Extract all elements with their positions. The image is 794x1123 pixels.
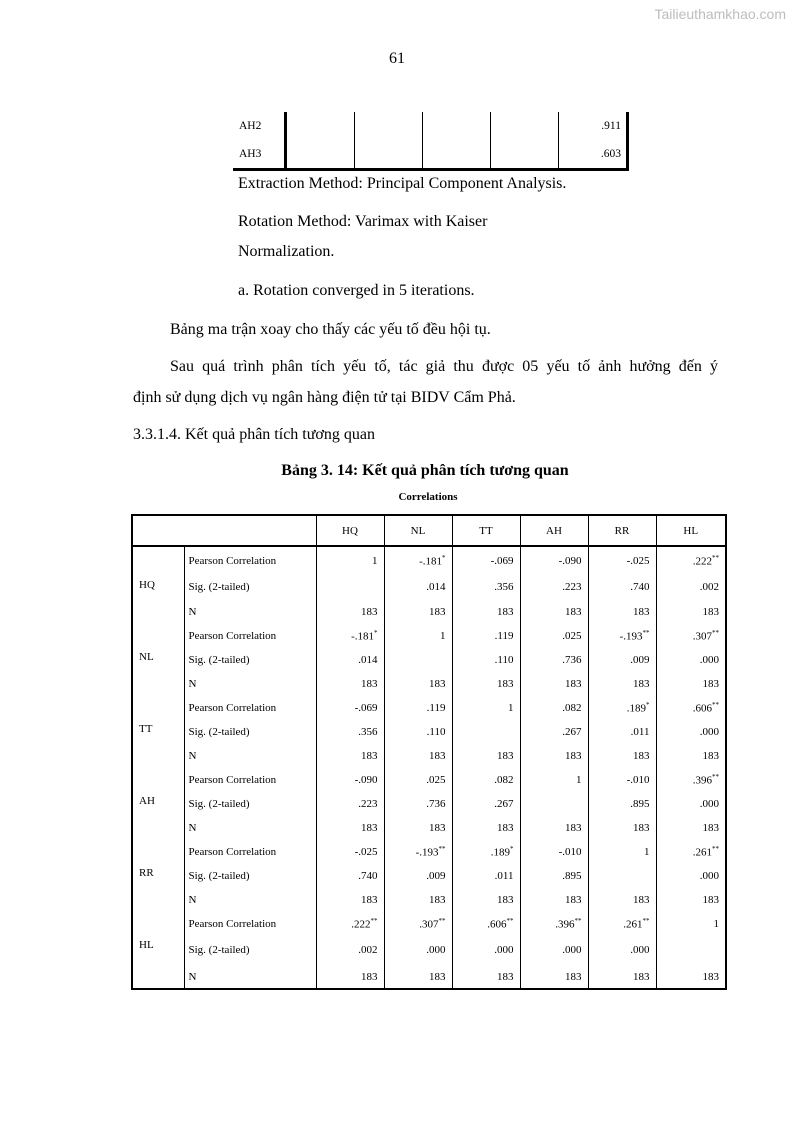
correlation-value: 1 — [644, 845, 650, 858]
sample-size-cell: 183 — [384, 888, 452, 912]
table-caption: Bảng 3. 14: Kết quả phân tích tương quan — [281, 462, 569, 479]
correlation-cell — [588, 912, 656, 935]
correlation-value: .307 — [692, 630, 712, 643]
header-row — [132, 515, 726, 546]
stat-label: Sig. (2-tailed) — [184, 647, 316, 672]
correlation-cell — [520, 768, 588, 791]
correlation-cell — [384, 624, 452, 647]
sample-size-cell: 183 — [520, 965, 588, 989]
converged-note: a. Rotation converged in 5 iterations. — [238, 282, 475, 299]
sample-size-cell: 183 — [384, 744, 452, 768]
stat-label: Pearson Correlation — [184, 624, 316, 647]
sample-size-cell: 183 — [384, 816, 452, 840]
significance-marker: ** — [642, 916, 650, 925]
correlation-value: -.090 — [558, 554, 582, 567]
table-row — [132, 888, 726, 912]
group-label: NL — [139, 651, 154, 663]
significance-marker: ** — [712, 628, 719, 637]
significance-cell: .356 — [316, 719, 384, 744]
correlation-cell — [656, 768, 726, 791]
correlation-value: .222 — [692, 555, 712, 568]
correlation-cell — [316, 768, 384, 791]
column-header: HQ — [316, 515, 384, 546]
correlation-value: .025 — [562, 629, 582, 642]
sample-size-cell: 183 — [656, 816, 726, 840]
correlation-cell — [452, 768, 520, 791]
stat-label: Pearson Correlation — [184, 840, 316, 863]
row-label: AH2 — [239, 120, 262, 132]
significance-cell: .000 — [656, 791, 726, 816]
table-row — [132, 672, 726, 696]
significance-marker: ** — [712, 700, 719, 709]
correlation-cell — [452, 912, 520, 935]
sample-size-cell: 183 — [520, 600, 588, 624]
correlation-cell — [452, 696, 520, 719]
table-row — [132, 935, 726, 965]
correlation-cell — [316, 840, 384, 863]
correlation-cell — [588, 546, 656, 574]
significance-cell: .000 — [656, 647, 726, 672]
group-label: AH — [139, 795, 155, 807]
column-header: TT — [452, 515, 520, 546]
significance-marker: * — [646, 700, 650, 709]
significance-cell — [656, 935, 726, 965]
significance-cell: .011 — [452, 863, 520, 888]
significance-cell: .740 — [316, 863, 384, 888]
significance-cell — [520, 791, 588, 816]
correlation-cell — [316, 546, 384, 574]
correlation-cell — [384, 696, 452, 719]
correlation-value: .119 — [426, 701, 446, 714]
significance-cell: .011 — [588, 719, 656, 744]
sample-size-cell: 183 — [384, 672, 452, 696]
significance-marker: ** — [642, 628, 650, 637]
correlation-cell — [588, 768, 656, 791]
rotated-matrix-continuation — [233, 112, 629, 171]
correlation-cell — [520, 546, 588, 574]
sample-size-cell: 183 — [520, 888, 588, 912]
correlation-cell — [452, 546, 520, 574]
table-row — [132, 696, 726, 719]
table-row — [132, 574, 726, 600]
correlation-cell — [656, 624, 726, 647]
correlation-value: 1 — [440, 629, 446, 642]
correlation-cell — [656, 912, 726, 935]
significance-marker: ** — [370, 916, 378, 925]
significance-marker: * — [374, 628, 378, 637]
significance-cell: .002 — [316, 935, 384, 965]
rotation-note-cont: Normalization. — [238, 243, 335, 260]
table-row — [132, 840, 726, 863]
page-number: 61 — [389, 50, 405, 67]
correlation-value: 1 — [576, 773, 582, 786]
significance-marker: ** — [574, 916, 582, 925]
significance-cell: .009 — [588, 647, 656, 672]
significance-cell — [452, 719, 520, 744]
significance-cell: .736 — [384, 791, 452, 816]
group-label: RR — [139, 867, 154, 879]
correlation-cell — [656, 546, 726, 574]
significance-marker: ** — [506, 916, 514, 925]
significance-marker: * — [510, 844, 514, 853]
table-row — [233, 140, 628, 170]
correlation-cell — [384, 912, 452, 935]
sample-size-cell: 183 — [520, 816, 588, 840]
significance-cell: .000 — [656, 719, 726, 744]
group-label: HL — [139, 939, 154, 951]
loading-value: .603 — [559, 140, 628, 170]
sample-size-cell: 183 — [384, 600, 452, 624]
stat-label: Pearson Correlation — [184, 912, 316, 935]
loading-value: .911 — [559, 112, 628, 140]
stat-label: Sig. (2-tailed) — [184, 791, 316, 816]
stat-label: N — [184, 744, 316, 768]
table-row — [132, 816, 726, 840]
sample-size-cell: 183 — [656, 965, 726, 989]
stat-label: N — [184, 816, 316, 840]
correlation-value: .025 — [426, 773, 446, 786]
significance-cell: .000 — [656, 863, 726, 888]
correlation-cell — [520, 840, 588, 863]
stat-label: Sig. (2-tailed) — [184, 935, 316, 965]
sample-size-cell: 183 — [656, 672, 726, 696]
significance-cell — [588, 863, 656, 888]
sample-size-cell: 183 — [316, 965, 384, 989]
significance-marker: ** — [712, 844, 719, 853]
correlation-value: 1 — [372, 554, 378, 567]
sample-size-cell: 183 — [452, 600, 520, 624]
column-header: AH — [520, 515, 588, 546]
significance-cell: .895 — [588, 791, 656, 816]
sample-size-cell: 183 — [452, 672, 520, 696]
correlation-cell — [316, 696, 384, 719]
significance-cell: .000 — [452, 935, 520, 965]
table-row — [132, 647, 726, 672]
stat-label: Sig. (2-tailed) — [184, 863, 316, 888]
stat-label: Sig. (2-tailed) — [184, 574, 316, 600]
section-heading: 3.3.1.4. Kết quả phân tích tương quan — [133, 426, 375, 443]
significance-cell: .002 — [656, 574, 726, 600]
significance-cell — [316, 574, 384, 600]
sample-size-cell: 183 — [656, 600, 726, 624]
correlation-value: -.010 — [626, 773, 650, 786]
sample-size-cell: 183 — [588, 888, 656, 912]
stat-label: Pearson Correlation — [184, 768, 316, 791]
table-row — [132, 965, 726, 989]
sample-size-cell: 183 — [520, 744, 588, 768]
rotation-note: Rotation Method: Varimax with Kaiser — [238, 213, 488, 230]
stat-label: Pearson Correlation — [184, 696, 316, 719]
row-label: AH3 — [233, 140, 286, 170]
significance-cell: .014 — [384, 574, 452, 600]
significance-cell: .014 — [316, 647, 384, 672]
sample-size-cell: 183 — [316, 816, 384, 840]
correlation-value: -.025 — [354, 845, 378, 858]
sample-size-cell: 183 — [656, 744, 726, 768]
significance-marker: * — [442, 553, 446, 562]
significance-cell: .110 — [452, 647, 520, 672]
correlation-cell — [588, 840, 656, 863]
stat-label: Sig. (2-tailed) — [184, 719, 316, 744]
correlation-cell — [316, 624, 384, 647]
sample-size-cell: 183 — [316, 672, 384, 696]
correlation-value: .119 — [494, 629, 514, 642]
correlations-table — [131, 514, 727, 990]
correlation-cell — [588, 624, 656, 647]
table-row — [132, 863, 726, 888]
significance-marker: ** — [438, 844, 446, 853]
sample-size-cell: 183 — [520, 672, 588, 696]
sample-size-cell: 183 — [384, 965, 452, 989]
correlation-value: -.181 — [351, 630, 374, 643]
significance-cell: .223 — [520, 574, 588, 600]
correlation-cell — [520, 696, 588, 719]
table-row — [132, 624, 726, 647]
sample-size-cell: 183 — [588, 965, 656, 989]
sample-size-cell: 183 — [452, 888, 520, 912]
correlation-cell — [452, 840, 520, 863]
correlation-value: .396 — [555, 918, 575, 931]
correlation-value: -.193 — [415, 846, 439, 859]
correlation-cell — [384, 546, 452, 574]
significance-cell: .223 — [316, 791, 384, 816]
correlation-value: -.181 — [419, 555, 442, 568]
stat-label: N — [184, 965, 316, 989]
extraction-note: Extraction Method: Principal Component Analysis. — [238, 175, 567, 192]
significance-marker: ** — [438, 916, 446, 925]
table-row — [132, 744, 726, 768]
correlation-value: .082 — [562, 701, 582, 714]
significance-marker: ** — [712, 553, 719, 562]
paragraph-1: Bảng ma trận xoay cho thấy các yếu tố đều hội tụ. — [170, 321, 491, 338]
correlations-title: Correlations — [398, 491, 458, 503]
correlation-cell — [520, 912, 588, 935]
paragraph-2-line-2: định sử dụng dịch vụ ngân hàng điện tử tại BIDV Cẩm Phả. — [133, 389, 516, 406]
table-row — [132, 912, 726, 935]
sample-size-cell: 183 — [452, 744, 520, 768]
significance-cell: .009 — [384, 863, 452, 888]
correlation-value: .606 — [692, 702, 712, 715]
significance-marker: ** — [712, 772, 719, 781]
significance-cell — [384, 647, 452, 672]
correlation-cell — [588, 696, 656, 719]
sample-size-cell: 183 — [588, 744, 656, 768]
stat-label: Pearson Correlation — [184, 546, 316, 574]
correlation-value: -.090 — [354, 773, 378, 786]
correlation-value: .189 — [626, 702, 646, 715]
paragraph-2 — [133, 351, 718, 413]
table-row — [132, 719, 726, 744]
stat-label: N — [184, 888, 316, 912]
significance-cell: .740 — [588, 574, 656, 600]
stat-label: N — [184, 672, 316, 696]
significance-cell: .267 — [452, 791, 520, 816]
correlation-value: 1 — [713, 917, 719, 930]
sample-size-cell: 183 — [316, 744, 384, 768]
correlation-value: .606 — [487, 918, 507, 931]
correlation-value: -.193 — [619, 630, 643, 643]
sample-size-cell: 183 — [452, 816, 520, 840]
correlation-value: -.069 — [490, 554, 514, 567]
sample-size-cell: 183 — [452, 965, 520, 989]
correlation-value: .082 — [494, 773, 514, 786]
sample-size-cell: 183 — [316, 600, 384, 624]
significance-cell: .895 — [520, 863, 588, 888]
significance-cell: .000 — [588, 935, 656, 965]
significance-cell: .356 — [452, 574, 520, 600]
correlation-cell — [656, 840, 726, 863]
table-row — [233, 112, 628, 140]
sample-size-cell: 183 — [588, 600, 656, 624]
table-row — [132, 600, 726, 624]
correlation-value: .261 — [623, 918, 643, 931]
significance-cell: .110 — [384, 719, 452, 744]
correlation-value: .189 — [490, 846, 510, 859]
column-header: NL — [384, 515, 452, 546]
column-header: HL — [656, 515, 726, 546]
correlation-value: -.010 — [558, 845, 582, 858]
paragraph-2-line-1: Sau quá trình phân tích yếu tố, tác giả thu được 05 yếu tố ảnh hưởng đến ý — [170, 358, 718, 375]
correlation-value: 1 — [508, 701, 514, 714]
significance-cell: .736 — [520, 647, 588, 672]
group-label: HQ — [139, 579, 155, 591]
table-row — [132, 546, 726, 574]
correlation-value: .307 — [419, 918, 439, 931]
correlation-cell — [316, 912, 384, 935]
table-row — [132, 768, 726, 791]
sample-size-cell: 183 — [588, 672, 656, 696]
sample-size-cell: 183 — [316, 888, 384, 912]
column-header: RR — [588, 515, 656, 546]
correlation-cell — [452, 624, 520, 647]
correlation-cell — [384, 840, 452, 863]
correlation-cell — [384, 768, 452, 791]
correlation-value: .396 — [692, 774, 712, 787]
correlation-value: .222 — [351, 918, 371, 931]
stat-label: N — [184, 600, 316, 624]
sample-size-cell: 183 — [656, 888, 726, 912]
group-label: TT — [139, 723, 153, 735]
correlation-value: -.025 — [626, 554, 650, 567]
watermark: Tailieuthamkhao.com — [654, 6, 786, 22]
significance-cell: .000 — [384, 935, 452, 965]
correlations-body — [132, 546, 726, 989]
correlation-cell — [656, 696, 726, 719]
sample-size-cell: 183 — [588, 816, 656, 840]
significance-cell: .000 — [520, 935, 588, 965]
correlation-value: -.069 — [354, 701, 378, 714]
table-row — [132, 791, 726, 816]
significance-cell: .267 — [520, 719, 588, 744]
correlation-value: .261 — [692, 846, 712, 859]
correlation-cell — [520, 624, 588, 647]
